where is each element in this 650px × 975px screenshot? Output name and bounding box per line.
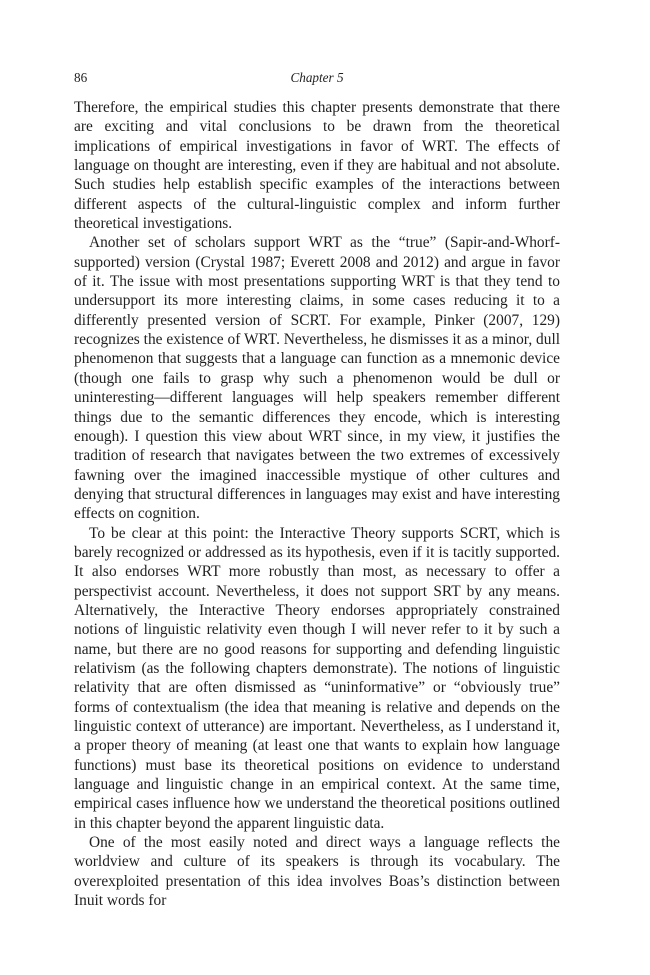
paragraph-1: Therefore, the empirical studies this chapter presents demonstrate that there are exciting and vital conclusions to be drawn from the theoretical implications of empirical investigations in favor of WRT. The effects of language on thought are interesting, even if they are habitual and not absolute. Such studies help establish specific examples of the interactions between different aspects of the cultural-linguistic complex and inform further theoretical investigations. [74, 99, 560, 233]
paragraph-2: Another set of scholars support WRT as the “true” (Sapir-and-Whorf-supported) version (Crystal 1987; Everett 2008 and 2012) and argue in favor of it. The issue with most presentations supporting WRT is that they tend to undersupport its more interesting claims, in some cases reducing it to a differently presented version of SCRT. For example, Pinker (2007, 129) recognizes the existence of WRT. Nevertheless, he dismisses it as a minor, dull phenomenon that suggests that a language can function as a mnemonic device (though one fails to grasp why such a phenomenon would be dull or uninteresting—different languages will help speakers remember different things due to the semantic differences they encode, which is interesting enough). I question this view about WRT since, in my view, it justifies the tradition of research that navigates between the two extremes of excessively fawning over the imagined inaccessible mystique of other cultures and denying that structural differences in languages may exist and have interesting effects on cognition. [74, 234, 560, 523]
running-head [74, 69, 560, 87]
chapter-title: Chapter 5 [290, 70, 344, 85]
body-text [74, 98, 560, 910]
page-number: 86 [74, 70, 88, 85]
paragraph-3: To be clear at this point: the Interactive Theory supports SCRT, which is barely recognized or addressed as its hypothesis, even if it is tacitly supported. It also endorses WRT more robustly than most, as necessary to offer a perspectivist account. Nevertheless, it does not support SRT by any means. Alternatively, the Interactive Theory endorses appropriately constrained notions of linguistic relativity even though I will never refer to it by such a name, but there are no good reasons for supporting and defending linguistic relativism (as the following chapters demonstrate). The notions of linguistic relativity that are often dismissed as “uninformative” or “obviously true” forms of contextualism (the idea that meaning is relative and depends on the linguistic context of utterance) are important. Nevertheless, as I understand it, a proper theory of meaning (at least one that wants to explain how language functions) must base its theoretical positions on evidence to understand language and linguistic change in an empirical context. At the same time, empirical cases influence how we understand the theoretical positions outlined in this chapter beyond the apparent linguistic data. [74, 524, 560, 832]
paragraph-4: One of the most easily noted and direct ways a language reflects the worldview and culture of its speakers is through its vocabulary. The overexploited presentation of this idea involves Boas’s distinction between Inuit words for [74, 834, 560, 910]
